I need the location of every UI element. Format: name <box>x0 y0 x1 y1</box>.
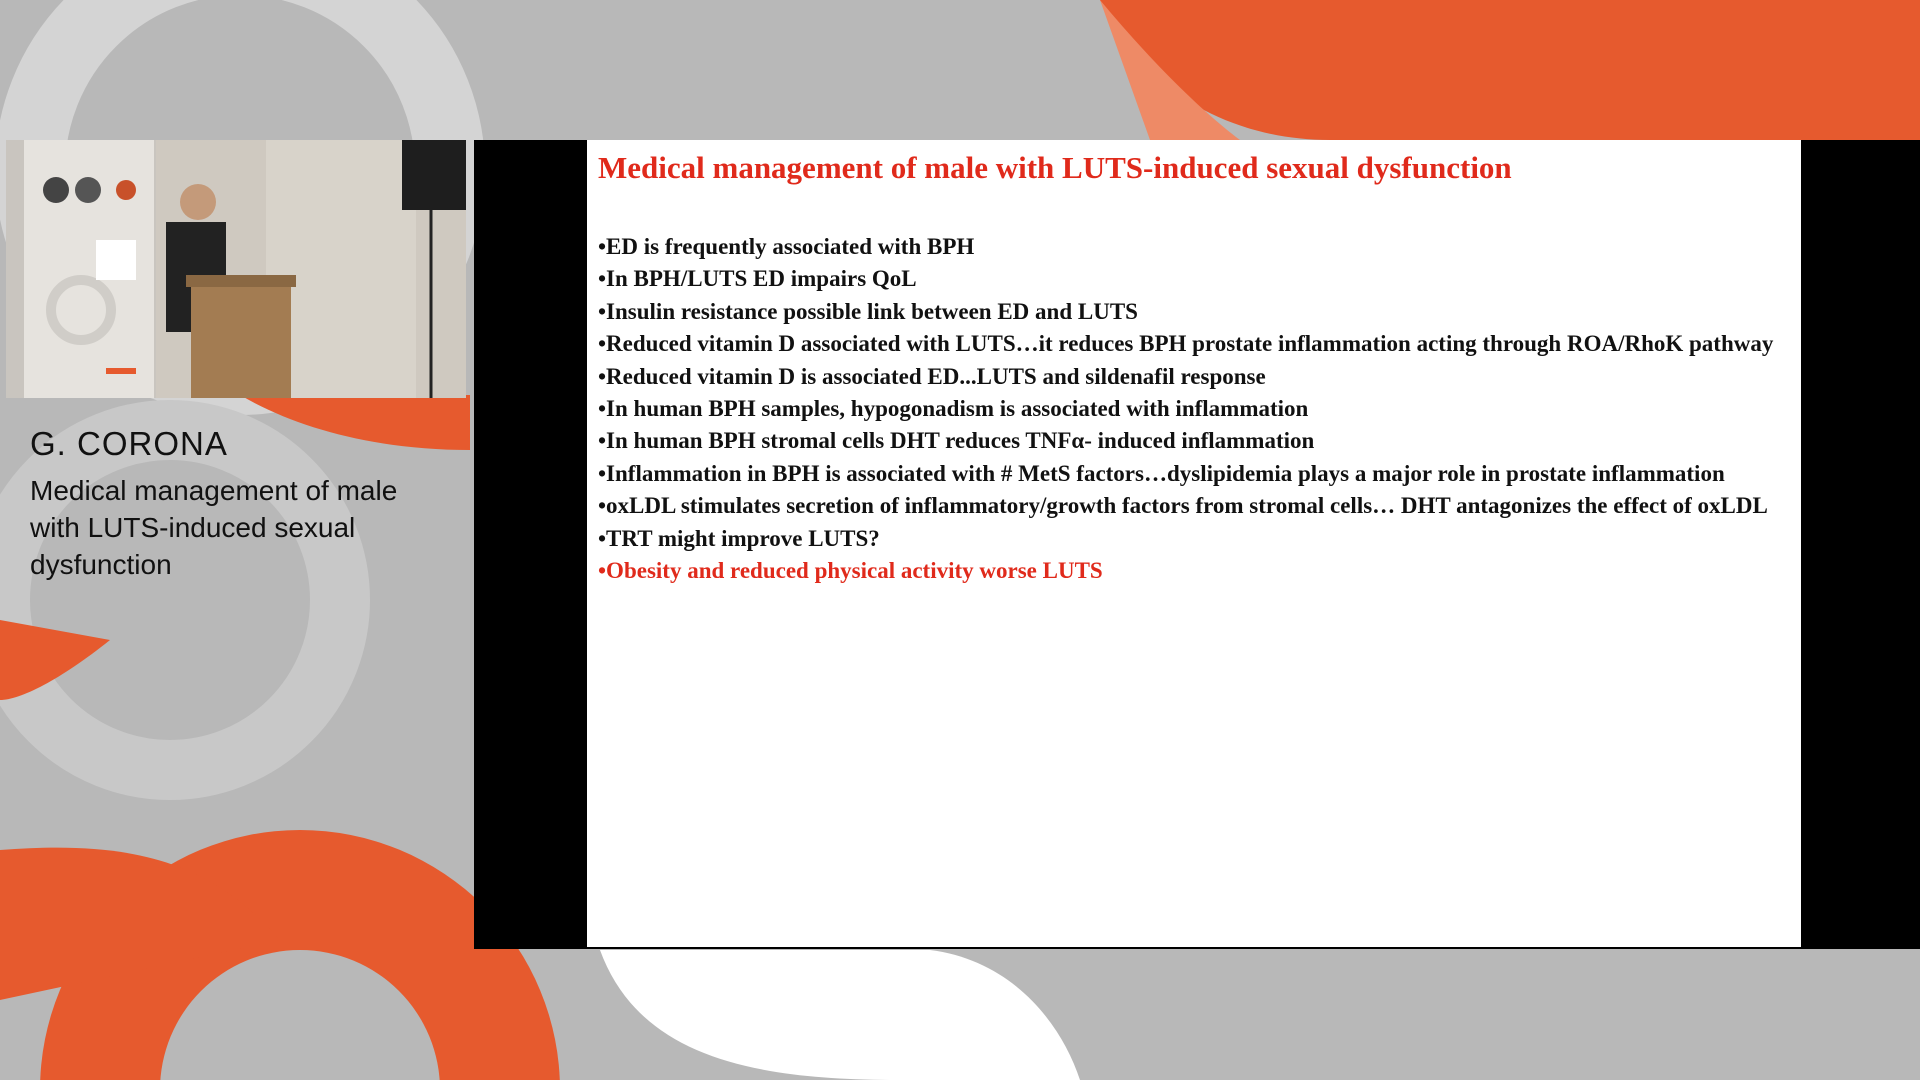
speaker-video-frame <box>6 140 466 398</box>
slide-bullet: •Inflammation in BPH is associated with # MetS factors…dyslipidemia plays a major role in prostate inflammation <box>598 460 1725 486</box>
talk-title: Medical management of male with LUTS-induced sexual dysfunction <box>30 475 398 580</box>
slide-bullet: •In BPH/LUTS ED impairs QoL <box>598 266 917 292</box>
slide-title: Medical management of male with LUTS-induced sexual dysfunction <box>598 150 1512 185</box>
slide-bullet: •Reduced vitamin D is associated ED...LUTS and sildenafil response <box>598 363 1266 389</box>
slide-bullet: •Insulin resistance possible link between ED and LUTS <box>598 298 1138 324</box>
slide-bullet: •In human BPH stromal cells DHT reduces TNFα- induced inflammation <box>598 428 1315 454</box>
slide-bullet: •ED is frequently associated with BPH <box>598 234 975 259</box>
slide-bullet: •TRT might improve LUTS? <box>598 525 880 551</box>
speaker-name: G. CORONA <box>30 425 228 462</box>
slide-bullet: •In human BPH samples, hypogonadism is associated with inflammation <box>598 396 1309 422</box>
speaker-video[interactable] <box>6 140 466 398</box>
slide <box>587 140 1801 947</box>
slide-bullet: •oxLDL stimulates secretion of inflammatory/growth factors from stromal cells… DHT antagonizes the effect of oxLDL <box>598 493 1768 519</box>
slide-bullets <box>598 231 1788 587</box>
slide-bullet-highlight: •Obesity and reduced physical activity worse LUTS <box>598 558 1103 584</box>
slide-bullet: •Reduced vitamin D associated with LUTS…it reduces BPH prostate inflammation acting through ROA/RhoK pathway <box>598 331 1774 357</box>
slide-frame <box>474 140 1920 949</box>
